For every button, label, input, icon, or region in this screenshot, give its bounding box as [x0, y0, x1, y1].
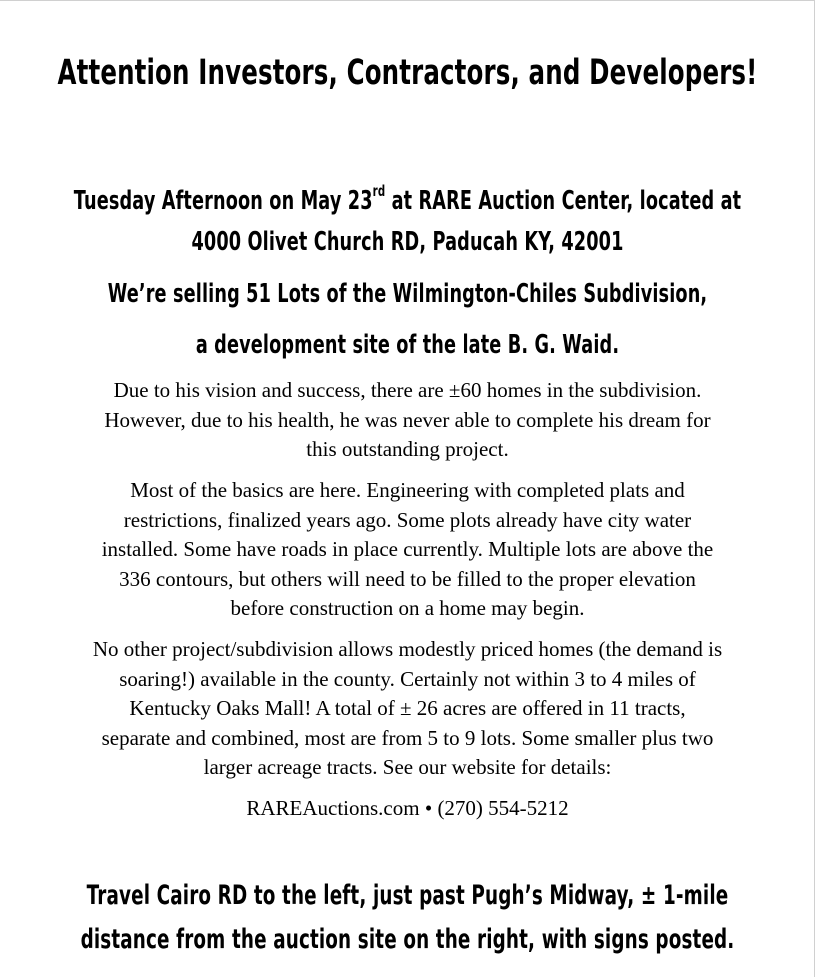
paragraph-line: this outstanding project.: [306, 437, 509, 461]
paragraph-line: 336 contours, but others will need to be filled to the proper elevation: [119, 566, 696, 591]
directions-line-1: Travel Cairo RD to the left, just past Pugh’s Midway, ± 1-mile: [86, 880, 729, 911]
contact-line: [40, 794, 775, 824]
paragraph-line: restrictions, finalized years ago. Some plots already have city water: [123, 507, 692, 532]
lots-announcement: We’re selling 51 Lots of the Wilmington-Chiles Subdivision,: [107, 279, 708, 309]
paragraph-line: However, due to his health, he was never able to complete his dream for: [104, 407, 711, 432]
paragraph-line: No other project/subdivision allows modestly priced homes (the demand is: [92, 637, 723, 661]
paragraph-line: Due to his vision and success, there are ±60 homes in the subdivision.: [113, 378, 702, 402]
paragraph-history: [40, 376, 775, 465]
website-link[interactable]: RAREAuctions.com: [246, 796, 420, 820]
paragraph-line: larger acreage tracts. See our website for details:: [203, 755, 612, 779]
date-ordinal-suffix: rd: [372, 182, 386, 200]
headline: Attention Investors, Contractors, and Developers!: [57, 53, 758, 93]
event-address: 4000 Olivet Church RD, Paducah KY, 42001: [191, 227, 624, 257]
paragraph-line: separate and combined, most are from 5 to 9 lots. Some smaller plus two: [101, 725, 714, 750]
paragraph-line: Kentucky Oaks Mall! A total of ± 26 acres are offered in 11 tracts,: [129, 696, 686, 720]
phone-number[interactable]: (270) 554-5212: [437, 796, 569, 820]
paragraph-line: installed. Some have roads in place currently. Multiple lots are above the: [101, 537, 714, 561]
event-date-location: [0, 181, 815, 222]
paragraph-basics: [50, 476, 765, 624]
event-date: Tuesday Afternoon on May 23: [73, 186, 373, 216]
development-site-note: a development site of the late B. G. Waid.: [195, 330, 620, 360]
contact-separator: •: [419, 796, 438, 820]
paragraph-line: soaring!) available in the county. Certainly not within 3 to 4 miles of: [119, 666, 696, 691]
paragraph-line: Most of the basics are here. Engineering with completed plats and: [130, 478, 685, 502]
paragraph-tracts: [40, 635, 775, 783]
paragraph-line: before construction on a home may begin.: [230, 596, 585, 620]
directions-line-2: distance from the auction site on the right, with signs posted.: [80, 924, 735, 955]
event-venue: at RARE Auction Center, located at: [385, 186, 742, 216]
